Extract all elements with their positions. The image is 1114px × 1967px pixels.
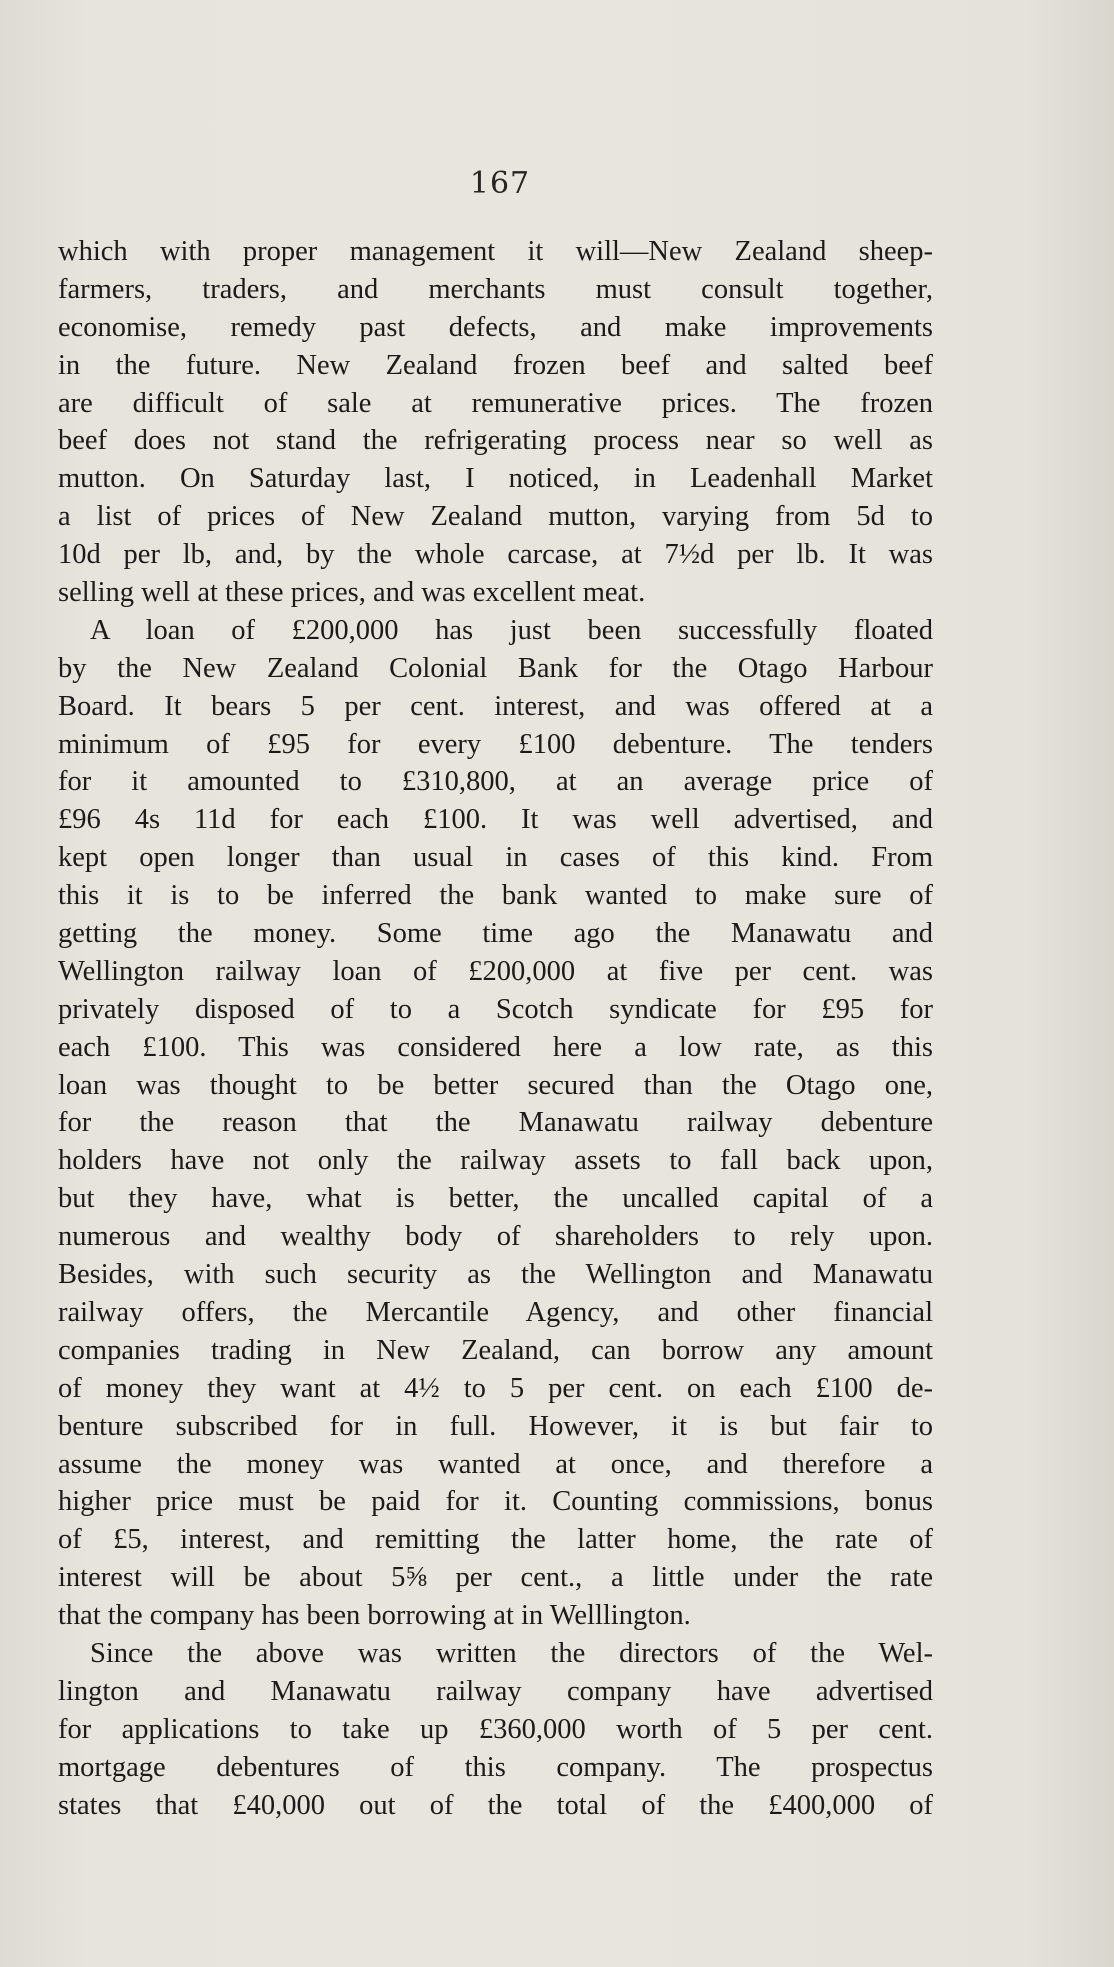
- paragraph-start: A loan of £200,000 has just been successfully floated: [90, 614, 933, 646]
- text-line: 10d per lb, and, by the whole carcase, at 7½d per lb. It was: [58, 539, 933, 571]
- text-line: companies trading in New Zealand, can borrow any amount: [58, 1334, 933, 1366]
- text-line: farmers, traders, and merchants must consult together,: [58, 273, 933, 305]
- text-line: of £5, interest, and remitting the latter home, the rate of: [58, 1524, 933, 1556]
- text-line: for it amounted to £310,800, at an average price of: [58, 766, 933, 798]
- text-line: Besides, with such security as the Wellington and Manawatu: [58, 1259, 933, 1291]
- text-line: this it is to be inferred the bank wanted to make sure of: [58, 880, 933, 912]
- text-line: beef does not stand the refrigerating process near so well as: [58, 425, 933, 457]
- text-line: mutton. On Saturday last, I noticed, in Leadenhall Market: [58, 463, 933, 495]
- text-line: states that £40,000 out of the total of the £400,000 of: [58, 1789, 933, 1821]
- text-line: railway offers, the Mercantile Agency, and other financial: [58, 1296, 933, 1328]
- text-line: mortgage debentures of this company. The prospectus: [58, 1751, 933, 1783]
- text-line: kept open longer than usual in cases of this kind. From: [58, 842, 933, 874]
- page-number: 167: [469, 166, 531, 201]
- text-line: a list of prices of New Zealand mutton, varying from 5d to: [58, 501, 933, 533]
- text-line: getting the money. Some time ago the Manawatu and: [58, 918, 933, 950]
- text-line: by the New Zealand Colonial Bank for the Otago Harbour: [58, 652, 933, 684]
- text-line: holders have not only the railway assets to fall back upon,: [58, 1145, 933, 1177]
- text-line: each £100. This was considered here a low rate, as this: [58, 1031, 933, 1063]
- text-line: but they have, what is better, the uncalled capital of a: [58, 1183, 933, 1215]
- text-line: numerous and wealthy body of shareholders to rely upon.: [58, 1221, 933, 1253]
- text-line: minimum of £95 for every £100 debenture. The tenders: [58, 728, 933, 760]
- text-line: that the company has been borrowing at in Welllington.: [58, 1600, 691, 1632]
- text-line: interest will be about 5⅝ per cent., a little under the rate: [58, 1562, 933, 1594]
- text-line: of money they want at 4½ to 5 per cent. on each £100 de-: [58, 1372, 933, 1404]
- text-line: Board. It bears 5 per cent. interest, and was offered at a: [58, 690, 933, 722]
- text-line: higher price must be paid for it. Counting commissions, bonus: [58, 1486, 933, 1518]
- text-line: are difficult of sale at remunerative prices. The frozen: [58, 387, 933, 419]
- text-line: benture subscribed for in full. However, it is but fair to: [58, 1410, 933, 1442]
- text-line: economise, remedy past defects, and make improvements: [58, 311, 933, 343]
- text-line: which with proper management it will—New Zealand sheep-: [58, 236, 933, 267]
- text-line: for the reason that the Manawatu railway debenture: [58, 1107, 933, 1139]
- text-line: assume the money was wanted at once, and therefore a: [58, 1448, 933, 1480]
- text-line: £96 4s 11d for each £100. It was well advertised, and: [58, 804, 933, 836]
- text-line: for applications to take up £360,000 worth of 5 per cent.: [58, 1713, 933, 1745]
- text-line: Wellington railway loan of £200,000 at five per cent. was: [58, 955, 933, 987]
- body-text: [58, 233, 933, 1824]
- paragraph-start: Since the above was written the directors of the Wel-: [90, 1637, 933, 1669]
- text-line: in the future. New Zealand frozen beef and salted beef: [58, 349, 933, 381]
- text-line: privately disposed of to a Scotch syndicate for £95 for: [58, 993, 933, 1025]
- text-line: lington and Manawatu railway company have advertised: [58, 1675, 933, 1707]
- text-line: loan was thought to be better secured than the Otago one,: [58, 1069, 933, 1101]
- text-line: selling well at these prices, and was excellent meat.: [58, 577, 646, 609]
